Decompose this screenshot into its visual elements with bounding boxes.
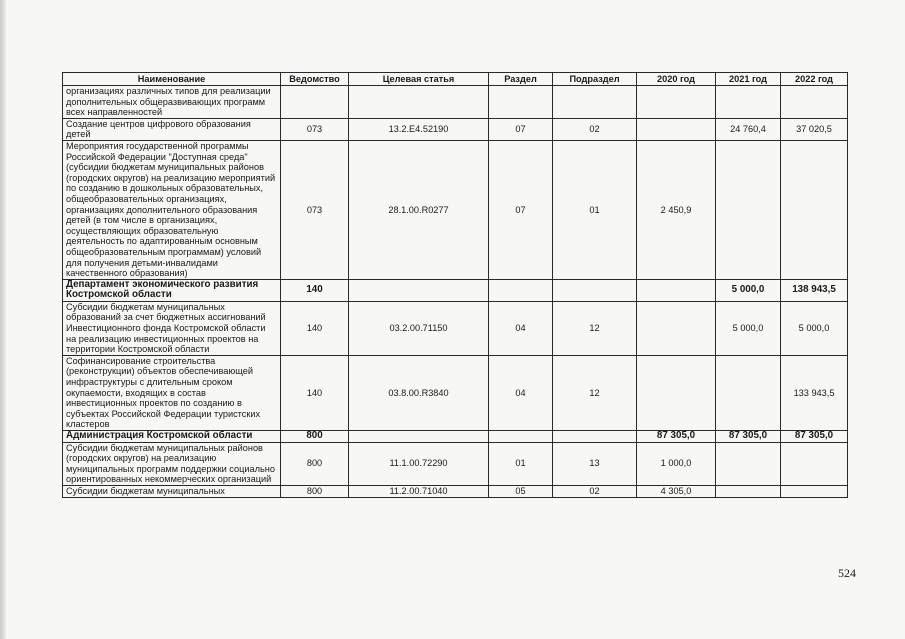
row-vedomstvo: 800 <box>281 431 349 443</box>
row-year-2022: 5 000,0 <box>781 301 848 355</box>
row-name: Создание центров цифрового образования детей <box>63 118 281 140</box>
row-target-article: 11.2.00.71040 <box>349 485 489 497</box>
table-row <box>63 301 848 355</box>
row-vedomstvo: 140 <box>281 279 349 301</box>
row-section: 07 <box>489 140 553 279</box>
row-section: 04 <box>489 355 553 430</box>
header-year-2022: 2022 год <box>781 73 848 86</box>
row-year-2020 <box>637 118 716 140</box>
table-row <box>63 485 848 497</box>
header-target-article: Целевая статья <box>349 73 489 86</box>
budget-table <box>62 72 848 498</box>
row-name: организациях различных типов для реализации дополнительных общеразвивающих программ всех направленностей <box>63 86 281 119</box>
row-subsection <box>553 86 637 119</box>
row-vedomstvo: 140 <box>281 355 349 430</box>
table-row-department <box>63 279 848 301</box>
header-vedomstvo: Ведомство <box>281 73 349 86</box>
row-year-2020 <box>637 86 716 119</box>
row-year-2022 <box>781 442 848 485</box>
row-year-2021: 5 000,0 <box>716 301 781 355</box>
row-vedomstvo <box>281 86 349 119</box>
row-target-article: 13.2.E4.52190 <box>349 118 489 140</box>
row-year-2020 <box>637 279 716 301</box>
header-section: Раздел <box>489 73 553 86</box>
row-year-2021: 24 760,4 <box>716 118 781 140</box>
row-subsection: 02 <box>553 485 637 497</box>
row-section: 04 <box>489 301 553 355</box>
row-target-article: 11.1.00.72290 <box>349 442 489 485</box>
row-year-2022 <box>781 140 848 279</box>
row-year-2021 <box>716 355 781 430</box>
row-vedomstvo: 073 <box>281 140 349 279</box>
row-year-2020: 87 305,0 <box>637 431 716 443</box>
row-name: Субсидии бюджетам муниципальных <box>63 485 281 497</box>
row-vedomstvo: 800 <box>281 442 349 485</box>
row-vedomstvo: 140 <box>281 301 349 355</box>
row-target-article <box>349 279 489 301</box>
row-year-2021: 5 000,0 <box>716 279 781 301</box>
row-subsection: 13 <box>553 442 637 485</box>
row-section: 05 <box>489 485 553 497</box>
row-year-2020 <box>637 301 716 355</box>
row-section: 01 <box>489 442 553 485</box>
row-target-article <box>349 86 489 119</box>
row-vedomstvo: 073 <box>281 118 349 140</box>
row-vedomstvo: 800 <box>281 485 349 497</box>
row-subsection: 12 <box>553 301 637 355</box>
row-subsection: 01 <box>553 140 637 279</box>
row-target-article: 28.1.00.R0277 <box>349 140 489 279</box>
row-name: Субсидии бюджетам муниципальных образований за счет бюджетных ассигнований Инвестиционного фонда Костромской области на реализацию инвестиционных проектов на территории Костромской области <box>63 301 281 355</box>
row-year-2022: 87 305,0 <box>781 431 848 443</box>
row-name: Мероприятия государственной программы Российской Федерации "Доступная среда" (субсидии бюджетам муниципальных районов (городских округов) на реализацию мероприятий по созданию в дошкольных образовательных, общеобразовательных организациях, организациях дополнительного образования детей (в том числе в организациях, осуществляющих образовательную деятельность по адаптированным основным общеобразовательным программам) условий для получения детьми-инвалидами качественного образования) <box>63 140 281 279</box>
row-name: Департамент экономического развития Костромской области <box>63 279 281 301</box>
row-year-2021 <box>716 442 781 485</box>
row-year-2020 <box>637 355 716 430</box>
row-year-2022: 133 943,5 <box>781 355 848 430</box>
row-year-2020: 4 305,0 <box>637 485 716 497</box>
row-target-article <box>349 431 489 443</box>
row-year-2021 <box>716 485 781 497</box>
row-year-2021: 87 305,0 <box>716 431 781 443</box>
header-year-2021: 2021 год <box>716 73 781 86</box>
page-number: 524 <box>838 566 856 580</box>
row-name: Софинансирование строительства (реконструкции) объектов обеспечивающей инфраструктуры с длительным сроком окупаемости, входящих в состав инвестиционных проектов по созданию в субъектах Российской Федерации туристских кластеров <box>63 355 281 430</box>
table-header-row <box>63 73 848 86</box>
row-name: Администрация Костромской области <box>63 431 281 443</box>
row-year-2021 <box>716 86 781 119</box>
row-subsection <box>553 279 637 301</box>
row-subsection <box>553 431 637 443</box>
row-section <box>489 431 553 443</box>
row-year-2022 <box>781 485 848 497</box>
row-section <box>489 86 553 119</box>
header-subsection: Подраздел <box>553 73 637 86</box>
table-row-department <box>63 431 848 443</box>
table-row <box>63 442 848 485</box>
header-year-2020: 2020 год <box>637 73 716 86</box>
row-subsection: 02 <box>553 118 637 140</box>
row-year-2021 <box>716 140 781 279</box>
table-row <box>63 118 848 140</box>
row-section <box>489 279 553 301</box>
scan-edge <box>0 0 6 639</box>
table-row <box>63 140 848 279</box>
row-name: Субсидии бюджетам муниципальных районов (городских округов) на реализацию муниципальных программ поддержки социально ориентированных некоммерческих организаций <box>63 442 281 485</box>
row-section: 07 <box>489 118 553 140</box>
row-year-2020: 2 450,9 <box>637 140 716 279</box>
row-year-2020: 1 000,0 <box>637 442 716 485</box>
row-year-2022 <box>781 86 848 119</box>
row-year-2022: 138 943,5 <box>781 279 848 301</box>
row-target-article: 03.2.00.71150 <box>349 301 489 355</box>
row-target-article: 03.8.00.R3840 <box>349 355 489 430</box>
table-row <box>63 355 848 430</box>
row-subsection: 12 <box>553 355 637 430</box>
table-row <box>63 86 848 119</box>
header-name: Наименование <box>63 73 281 86</box>
row-year-2022: 37 020,5 <box>781 118 848 140</box>
